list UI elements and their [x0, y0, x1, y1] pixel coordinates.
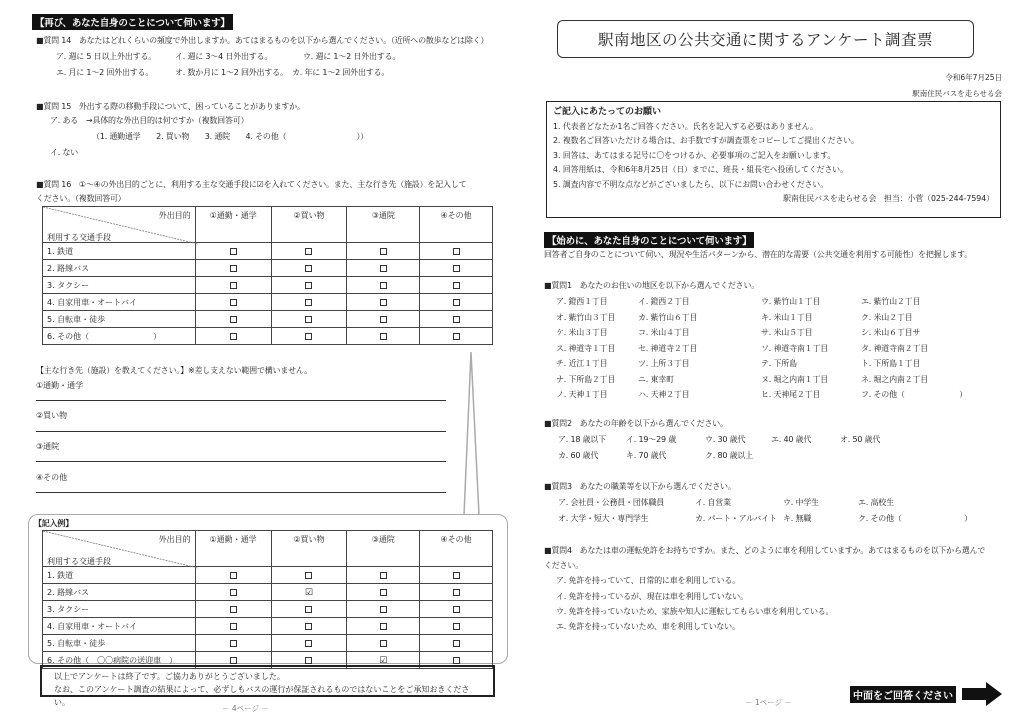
option-item[interactable]: シ. 米山６丁目サ [861, 328, 921, 337]
checkbox-cell [420, 311, 493, 328]
option-item[interactable]: ア. 会社員・公務員・団体職員 [558, 498, 665, 507]
q14-option[interactable]: ア. 週に 5 日以上外出する。 [56, 52, 157, 61]
checkbox-cell [195, 635, 271, 652]
option-item[interactable]: ハ. 天神２丁目 [638, 390, 690, 399]
checkbox[interactable] [230, 316, 237, 323]
checkbox[interactable] [380, 606, 387, 613]
table-row [43, 618, 493, 635]
checkbox-cell [271, 243, 347, 260]
checkbox-cell [271, 618, 347, 635]
notice-item: 5. 調査内容で不明な点などがございましたら、以下にお問い合わせください。 [553, 179, 829, 189]
checkbox[interactable] [305, 657, 312, 664]
transport-table [42, 206, 493, 345]
option-item[interactable]: ア. 18 歳以下 [558, 435, 607, 444]
checkbox[interactable] [453, 572, 460, 579]
column-header: ③通院 [347, 531, 420, 567]
section-banner: 【再び、あなた自身のことについて伺います】 [32, 14, 233, 30]
option-item[interactable]: オ. 紫竹山３丁目 [556, 312, 616, 322]
page-number: － 1ページ － [745, 698, 792, 707]
table-row [43, 311, 493, 328]
q15-sub-options[interactable]: （1. 通勤通学 2. 買い物 3. 通院 4. その他（ ）） [92, 132, 369, 141]
q4-option[interactable]: ウ. 免許を持っていないため、家族や知人に運転してもらい車を利用している。 [556, 607, 834, 616]
table-row [43, 601, 493, 618]
option-item[interactable]: エ. 高校生 [858, 498, 894, 507]
question-3: ■質問3 あなたの職業等を以下から選んでください。 [544, 482, 736, 491]
checkbox-cell [271, 601, 347, 618]
checkbox[interactable] [305, 248, 312, 255]
option-item[interactable]: ウ. 紫竹山１丁目 [761, 297, 821, 306]
option-item[interactable]: キ. 米山１丁目 [761, 312, 813, 322]
checkbox-cell [347, 311, 420, 328]
option-item[interactable]: ノ. 天神１丁目 [556, 390, 608, 399]
checkbox[interactable] [305, 299, 312, 306]
transport-label: 3. タクシー [43, 601, 196, 618]
diagonal-header-cell [43, 531, 196, 567]
checkbox[interactable] [380, 572, 387, 579]
option-item[interactable]: オ. 大学・短大・専門学生 [558, 514, 649, 523]
checkbox-cell [195, 260, 271, 277]
option-item[interactable]: タ. 神道寺南２丁目 [861, 343, 929, 353]
column-header: ③通院 [347, 207, 420, 243]
checkbox-cell [195, 311, 271, 328]
notice-title: ご記入にあたってのお願い [553, 107, 662, 117]
q14-option[interactable]: ウ. 週に 1～2 日外出する。 [303, 52, 401, 61]
q4-option[interactable]: イ. 免許を持っているが、現在は車を利用していない。 [556, 592, 748, 601]
transport-label: 4. 自家用車・オートバイ [43, 294, 196, 311]
notice-item: 2. 複数名ご回答いただける場合は、お手数ですが調査票をコピーしてご提出ください。 [553, 136, 859, 145]
transport-label: 3. タクシー [43, 277, 196, 294]
option-item[interactable]: ナ. 下所島２丁目 [556, 374, 616, 384]
question-2: ■質問2 あなたの年齢を以下から選んでください。 [544, 419, 728, 428]
table-row [43, 584, 493, 601]
option-item[interactable]: ト. 下所島１丁目 [861, 359, 921, 368]
checkbox-cell [347, 601, 420, 618]
column-header: ④その他 [420, 207, 493, 243]
checkbox[interactable] [380, 589, 387, 596]
checkbox[interactable] [453, 623, 460, 630]
purpose-header: 外出目的 [158, 211, 191, 220]
checkbox[interactable] [453, 299, 460, 306]
notice-box [546, 101, 1001, 218]
section-banner: 【始めに、あなた自身のことについて伺います】 [544, 232, 754, 248]
option-item[interactable]: カ. パート・アルバイト [695, 514, 777, 523]
question-16-cont: ください。（複数回答可） [36, 194, 126, 203]
transport-header: 利用する交通手段 [47, 557, 111, 566]
option-item[interactable]: エ. 紫竹山２丁目 [861, 297, 921, 306]
table-row [43, 294, 493, 311]
question-16: ■質問 16 ①～④の外出目的ごとに、利用する主な交通手段に☑を入れてください。また、主な行き先（施設）を記入して [36, 180, 467, 189]
transport-label: 4. 自家用車・オートバイ [43, 618, 196, 635]
option-item[interactable]: ケ. 米山３丁目 [556, 328, 608, 337]
option-item[interactable]: ク. 80 歳以上 [705, 451, 754, 460]
transport-header: 利用する交通手段 [47, 233, 111, 242]
option-item[interactable]: ス. 神道寺１丁目 [556, 343, 616, 353]
checkbox[interactable] [230, 657, 237, 664]
option-item[interactable]: キ. 70 歳代 [626, 451, 667, 460]
checkbox-cell [420, 277, 493, 294]
transport-label: 1. 鉄道 [43, 567, 196, 584]
example-label: 【記入例】 [34, 519, 73, 528]
checkbox-cell [195, 567, 271, 584]
checkbox[interactable] [230, 623, 237, 630]
issue-date: 令和6年7月25日 [945, 73, 1002, 82]
column-header: ④その他 [420, 531, 493, 567]
checkbox[interactable] [230, 248, 237, 255]
option-item[interactable]: フ. その他（ ） [861, 390, 968, 399]
checkbox-cell [420, 567, 493, 584]
checkbox-cell [195, 328, 271, 345]
checkbox[interactable] [305, 623, 312, 630]
diagonal-header-cell [43, 207, 196, 243]
checkbox[interactable] [380, 316, 387, 323]
table-header-row [43, 531, 493, 567]
column-header: ①通勤・通学 [195, 531, 271, 567]
destination-input-line[interactable] [36, 492, 446, 493]
question-4-cont: ください。 [544, 561, 583, 570]
checkbox-cell [271, 328, 347, 345]
intro-text: 回答者ご自身のことについて伺い、現況や生活パターンから、潜在的な需要（公共交通を利用する可能性）を把握します。 [544, 250, 973, 259]
checked-checkbox-icon[interactable]: ☑ [304, 587, 313, 598]
option-item[interactable]: エ. 40 歳代 [771, 435, 812, 444]
checkbox-cell [347, 635, 420, 652]
option-item[interactable]: ニ. 東幸町 [638, 374, 674, 384]
checkbox-cell [195, 584, 271, 601]
checkbox[interactable] [380, 265, 387, 272]
notice-item: 1. 代表者どなたか1名ご回答ください。氏名を記入する必要はありません。 [553, 121, 818, 131]
option-item[interactable]: オ. 50 歳代 [840, 435, 881, 444]
option-item[interactable]: サ. 米山５丁目 [761, 328, 813, 337]
checkbox[interactable] [453, 333, 460, 340]
option-item[interactable]: ネ. 堀之内南２丁目 [861, 374, 929, 384]
checkbox-cell [420, 584, 493, 601]
checkbox-cell [420, 618, 493, 635]
transport-label: 5. 自転車・徒歩 [43, 311, 196, 328]
column-header: ②買い物 [271, 207, 347, 243]
checkbox-cell [271, 277, 347, 294]
checkbox[interactable] [453, 606, 460, 613]
checkbox-cell [195, 601, 271, 618]
q14-option[interactable]: オ. 数か月に 1～2 回外出する。 [175, 68, 288, 77]
checkbox[interactable] [380, 299, 387, 306]
option-item[interactable]: ウ. 30 歳代 [705, 435, 746, 444]
checkbox[interactable] [453, 248, 460, 255]
closing-box [40, 665, 495, 707]
next-page-label: 中面をご回答ください [850, 686, 956, 703]
page-number: － 4ページ － [222, 704, 269, 713]
checkbox[interactable] [230, 265, 237, 272]
checkbox[interactable] [305, 606, 312, 613]
column-header: ①通勤・通学 [195, 207, 271, 243]
purpose-header: 外出目的 [158, 535, 191, 544]
checkbox[interactable] [230, 299, 237, 306]
right-page [512, 0, 1024, 724]
q14-option[interactable]: イ. 週に 3～4 日外出する。 [175, 52, 273, 61]
checkbox[interactable] [305, 316, 312, 323]
checkbox[interactable] [380, 248, 387, 255]
option-item[interactable]: ソ. 神道寺南１丁目 [761, 343, 829, 353]
option-item[interactable]: セ. 神道寺２丁目 [638, 343, 698, 353]
question-14: ■質問 14 あなたはどれくらいの頻度で外出しますか。あてはまるものを以下から選んでください。（近所への散歩などは除く） [36, 36, 489, 45]
destination-label: ①通勤・通学 [36, 381, 84, 390]
checkbox[interactable] [453, 640, 460, 647]
table-header-row [43, 207, 493, 243]
q14-option[interactable]: カ. 年に 1～2 回外出する。 [292, 68, 390, 77]
checkbox-cell [420, 601, 493, 618]
option-item[interactable]: カ. 60 歳代 [558, 451, 599, 460]
checkbox[interactable] [380, 623, 387, 630]
checkbox-cell [271, 567, 347, 584]
checkbox-cell [195, 243, 271, 260]
transport-label: 5. 自転車・徒歩 [43, 635, 196, 652]
q4-option[interactable]: エ. 免許を持っていないため、車を利用していない。 [556, 622, 740, 631]
checkbox-cell [195, 294, 271, 311]
option-item[interactable]: テ. 下所島 [761, 359, 797, 368]
checkbox-cell [271, 294, 347, 311]
option-item[interactable]: イ. 自営業 [695, 498, 731, 507]
destination-label: ④その他 [36, 473, 68, 482]
option-item[interactable]: ウ. 中学生 [783, 498, 819, 507]
checkbox[interactable] [380, 640, 387, 647]
checkbox-cell [271, 584, 347, 601]
option-item[interactable]: ク. 米山２丁目 [861, 312, 913, 322]
destination-input-line[interactable] [36, 431, 446, 432]
checkbox-cell [195, 277, 271, 294]
destination-input-line[interactable] [36, 461, 446, 462]
example-table [42, 530, 493, 669]
option-item[interactable]: ク. その他（ ） [858, 514, 972, 523]
checkbox[interactable] [453, 265, 460, 272]
option-item[interactable]: ア. 鐙西１丁目 [556, 297, 608, 306]
checkbox[interactable] [305, 640, 312, 647]
checked-checkbox-icon[interactable]: ☑ [379, 655, 388, 666]
checkbox-cell [271, 311, 347, 328]
checkbox[interactable] [305, 333, 312, 340]
checkbox-cell [420, 260, 493, 277]
checkbox-cell [420, 635, 493, 652]
checkbox-cell [420, 294, 493, 311]
checkbox-cell [347, 567, 420, 584]
option-item[interactable]: ヒ. 天神尾２丁目 [761, 390, 821, 399]
destination-input-line[interactable] [36, 400, 446, 401]
contact-info: 駅南住民バスを走らせる会 担当：小菅（025-244-7594） [783, 194, 994, 203]
checkbox-cell [271, 635, 347, 652]
checkbox-cell [347, 618, 420, 635]
destinations-heading: 【主な行き先（施設）を教えてください。】※差し支えない範囲で構いません。 [36, 366, 312, 375]
notice-item: 4. 回答用紙は、令和6年8月25日（日）までに、班長・組長宅へ投函してください。 [553, 165, 848, 174]
destination-label: ②買い物 [36, 411, 68, 420]
checkbox[interactable] [453, 657, 460, 664]
checkbox-cell [347, 584, 420, 601]
closing-line-2: なお、このアンケート調査の結果によって、必ずしもバスの運行が保証されるものではないことをご承知おきください。 [54, 685, 470, 707]
transport-label: 6. その他（ ） [43, 328, 196, 345]
notice-item: 3. 回答は、あてはまる記号に〇をつけるか、必要事項のご記入をお願いします。 [553, 150, 836, 160]
q15-option-b[interactable]: イ. ない [50, 148, 79, 157]
checkbox[interactable] [305, 265, 312, 272]
option-item[interactable]: イ. 鐙西２丁目 [638, 297, 690, 306]
option-item[interactable]: イ. 19～29 歳 [626, 435, 676, 444]
option-item[interactable]: キ. 無職 [783, 514, 812, 523]
organization: 駅南住民バスを走らせる会 [912, 89, 1002, 98]
question-15: ■質問 15 外出する際の移動手段について、困っていることがありますか。 [36, 102, 305, 111]
closing-line-1: 以上でアンケートは終了です。ご協力ありがとうございました。 [54, 672, 285, 681]
checkbox[interactable] [305, 282, 312, 289]
q15-option-a[interactable]: ア. ある →具体的な外出目的は何ですか（複数回答可） [50, 116, 249, 125]
checkbox-cell [195, 618, 271, 635]
question-4: ■質問4 あなたは車の運転免許をお持ちですか。また、どのように車を利用していますか。あてはまるものを以下から選んで [544, 546, 986, 555]
option-item[interactable]: ヌ. 堀之内南１丁目 [761, 374, 829, 384]
transport-label: 6. その他（ 〇〇病院の送迎車 ） [43, 652, 196, 669]
checkbox[interactable] [453, 589, 460, 596]
checkbox[interactable] [230, 606, 237, 613]
checkbox[interactable] [230, 282, 237, 289]
next-page-indicator [850, 682, 1002, 706]
checkbox-cell [271, 260, 347, 277]
table-row [43, 328, 493, 345]
checkbox[interactable] [230, 589, 237, 596]
survey-title: 駅南地区の公共交通に関するアンケート調査票 [557, 20, 974, 58]
table-row [43, 260, 493, 277]
column-header: ②買い物 [271, 531, 347, 567]
question-1: ■質問1 あなたのお住いの地区を以下から選んでください。 [544, 281, 760, 290]
callout-pointer [455, 350, 495, 520]
checkbox[interactable] [305, 572, 312, 579]
option-item[interactable]: コ. 米山４丁目 [638, 328, 690, 337]
checkbox[interactable] [453, 316, 460, 323]
transport-label: 1. 鉄道 [43, 243, 196, 260]
checkbox-cell [347, 294, 420, 311]
checkbox[interactable] [380, 333, 387, 340]
table-row [43, 277, 493, 294]
checkbox-cell [347, 277, 420, 294]
option-item[interactable]: ツ. 上所３丁目 [638, 359, 690, 368]
q4-option[interactable]: ア. 免許を持っていて、日常的に車を利用している。 [556, 576, 740, 585]
arrow-right-icon [962, 682, 1002, 706]
checkbox[interactable] [230, 640, 237, 647]
option-item[interactable]: カ. 紫竹山６丁目 [638, 312, 698, 322]
option-item[interactable]: チ. 近江１丁目 [556, 359, 608, 368]
checkbox-cell [420, 243, 493, 260]
table-row [43, 635, 493, 652]
checkbox[interactable] [380, 282, 387, 289]
checkbox[interactable] [230, 333, 237, 340]
destination-label: ③通院 [36, 442, 60, 451]
transport-label: 2. 路線バス [43, 584, 196, 601]
checkbox-cell [420, 328, 493, 345]
checkbox-cell [347, 328, 420, 345]
transport-label: 2. 路線バス [43, 260, 196, 277]
checkbox[interactable] [453, 282, 460, 289]
q14-option[interactable]: エ. 月に 1～2 回外出する。 [56, 68, 154, 77]
checkbox-cell [347, 260, 420, 277]
checkbox[interactable] [230, 572, 237, 579]
checkbox-cell [347, 243, 420, 260]
